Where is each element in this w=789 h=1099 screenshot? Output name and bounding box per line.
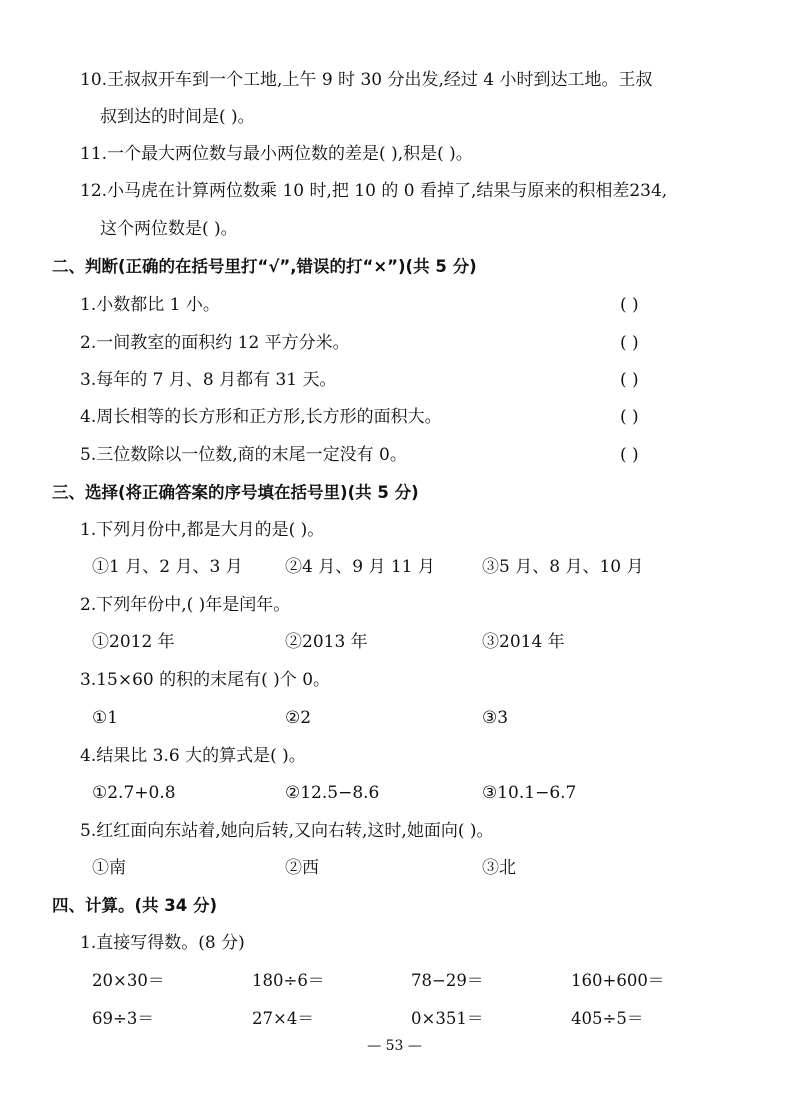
judge-item-3: 3.每年的 7 月、8 月都有 31 天。 (80, 370, 337, 390)
judge-answer-5[interactable]: ( ) (620, 445, 639, 465)
judge-answer-4[interactable]: ( ) (620, 407, 639, 427)
calc-item: 78−29＝ (411, 971, 484, 990)
choice-4-option-c[interactable]: ③10.1−6.7 (482, 783, 577, 803)
judge-answer-3[interactable]: ( ) (620, 370, 639, 390)
question-11: 11.一个最大两位数与最小两位数的差是( ),积是( )。 (80, 144, 473, 164)
calc-item: 180÷6＝ (252, 971, 325, 990)
choice-question-5: 5.红红面向东站着,她向后转,又向右转,这时,她面向( )。 (80, 821, 494, 841)
choice-5-option-b[interactable]: ②西 (285, 858, 319, 878)
choice-4-option-b[interactable]: ②12.5−8.6 (285, 783, 380, 803)
question-12-line1: 12.小马虎在计算两位数乘 10 时,把 10 的 0 看掉了,结果与原来的积相差234, (80, 181, 668, 201)
choice-1-option-a[interactable]: ①1 月、2 月、3 月 (92, 557, 243, 577)
page-number: — 53 — (367, 1038, 422, 1054)
calc-item: 20×30＝ (92, 971, 165, 990)
calc-subheader: 1.直接写得数。(8 分) (80, 933, 245, 953)
choice-3-option-a[interactable]: ①1 (92, 708, 119, 728)
choice-5-option-c[interactable]: ③北 (482, 858, 516, 878)
choice-1-option-c[interactable]: ③5 月、8 月、10 月 (482, 557, 644, 577)
choice-1-option-b[interactable]: ②4 月、9 月 11 月 (285, 557, 435, 577)
choice-question-4: 4.结果比 3.6 大的算式是( )。 (80, 746, 306, 766)
calc-item: 27×4＝ (252, 1009, 314, 1028)
judge-answer-1[interactable]: ( ) (620, 295, 639, 315)
question-10-line2: 叔到达的时间是( )。 (100, 107, 255, 127)
judge-item-1: 1.小数都比 1 小。 (80, 295, 220, 315)
judge-answer-2[interactable]: ( ) (620, 333, 639, 353)
choice-2-option-c[interactable]: ③2014 年 (482, 632, 565, 652)
judge-item-2: 2.一间教室的面积约 12 平方分米。 (80, 333, 350, 353)
judge-item-5: 5.三位数除以一位数,商的末尾一定没有 0。 (80, 445, 407, 465)
judge-item-4: 4.周长相等的长方形和正方形,长方形的面积大。 (80, 407, 442, 427)
choice-3-option-c[interactable]: ③3 (482, 708, 509, 728)
section-choice-header: 三、选择(将正确答案的序号填在括号里)(共 5 分) (52, 483, 419, 502)
choice-3-option-b[interactable]: ②2 (285, 708, 312, 728)
calc-item: 69÷3＝ (92, 1009, 154, 1028)
choice-2-option-b[interactable]: ②2013 年 (285, 632, 368, 652)
question-10-line1: 10.王叔叔开车到一个工地,上午 9 时 30 分出发,经过 4 小时到达工地。王叔 (80, 70, 653, 90)
choice-4-option-a[interactable]: ①2.7+0.8 (92, 783, 176, 803)
calc-item: 405÷5＝ (571, 1009, 644, 1028)
section-judge-header: 二、判断(正确的在括号里打“√”,错误的打“×”)(共 5 分) (52, 257, 477, 276)
calc-item: 0×351＝ (411, 1009, 484, 1028)
choice-5-option-a[interactable]: ①南 (92, 858, 126, 878)
question-12-line2: 这个两位数是( )。 (100, 219, 238, 239)
choice-question-2: 2.下列年份中,( )年是闰年。 (80, 595, 291, 615)
calc-item: 160+600＝ (571, 971, 665, 990)
choice-2-option-a[interactable]: ①2012 年 (92, 632, 175, 652)
section-calc-header: 四、计算。(共 34 分) (52, 896, 218, 915)
choice-question-3: 3.15×60 的积的末尾有( )个 0。 (80, 670, 331, 690)
choice-question-1: 1.下列月份中,都是大月的是( )。 (80, 520, 325, 540)
